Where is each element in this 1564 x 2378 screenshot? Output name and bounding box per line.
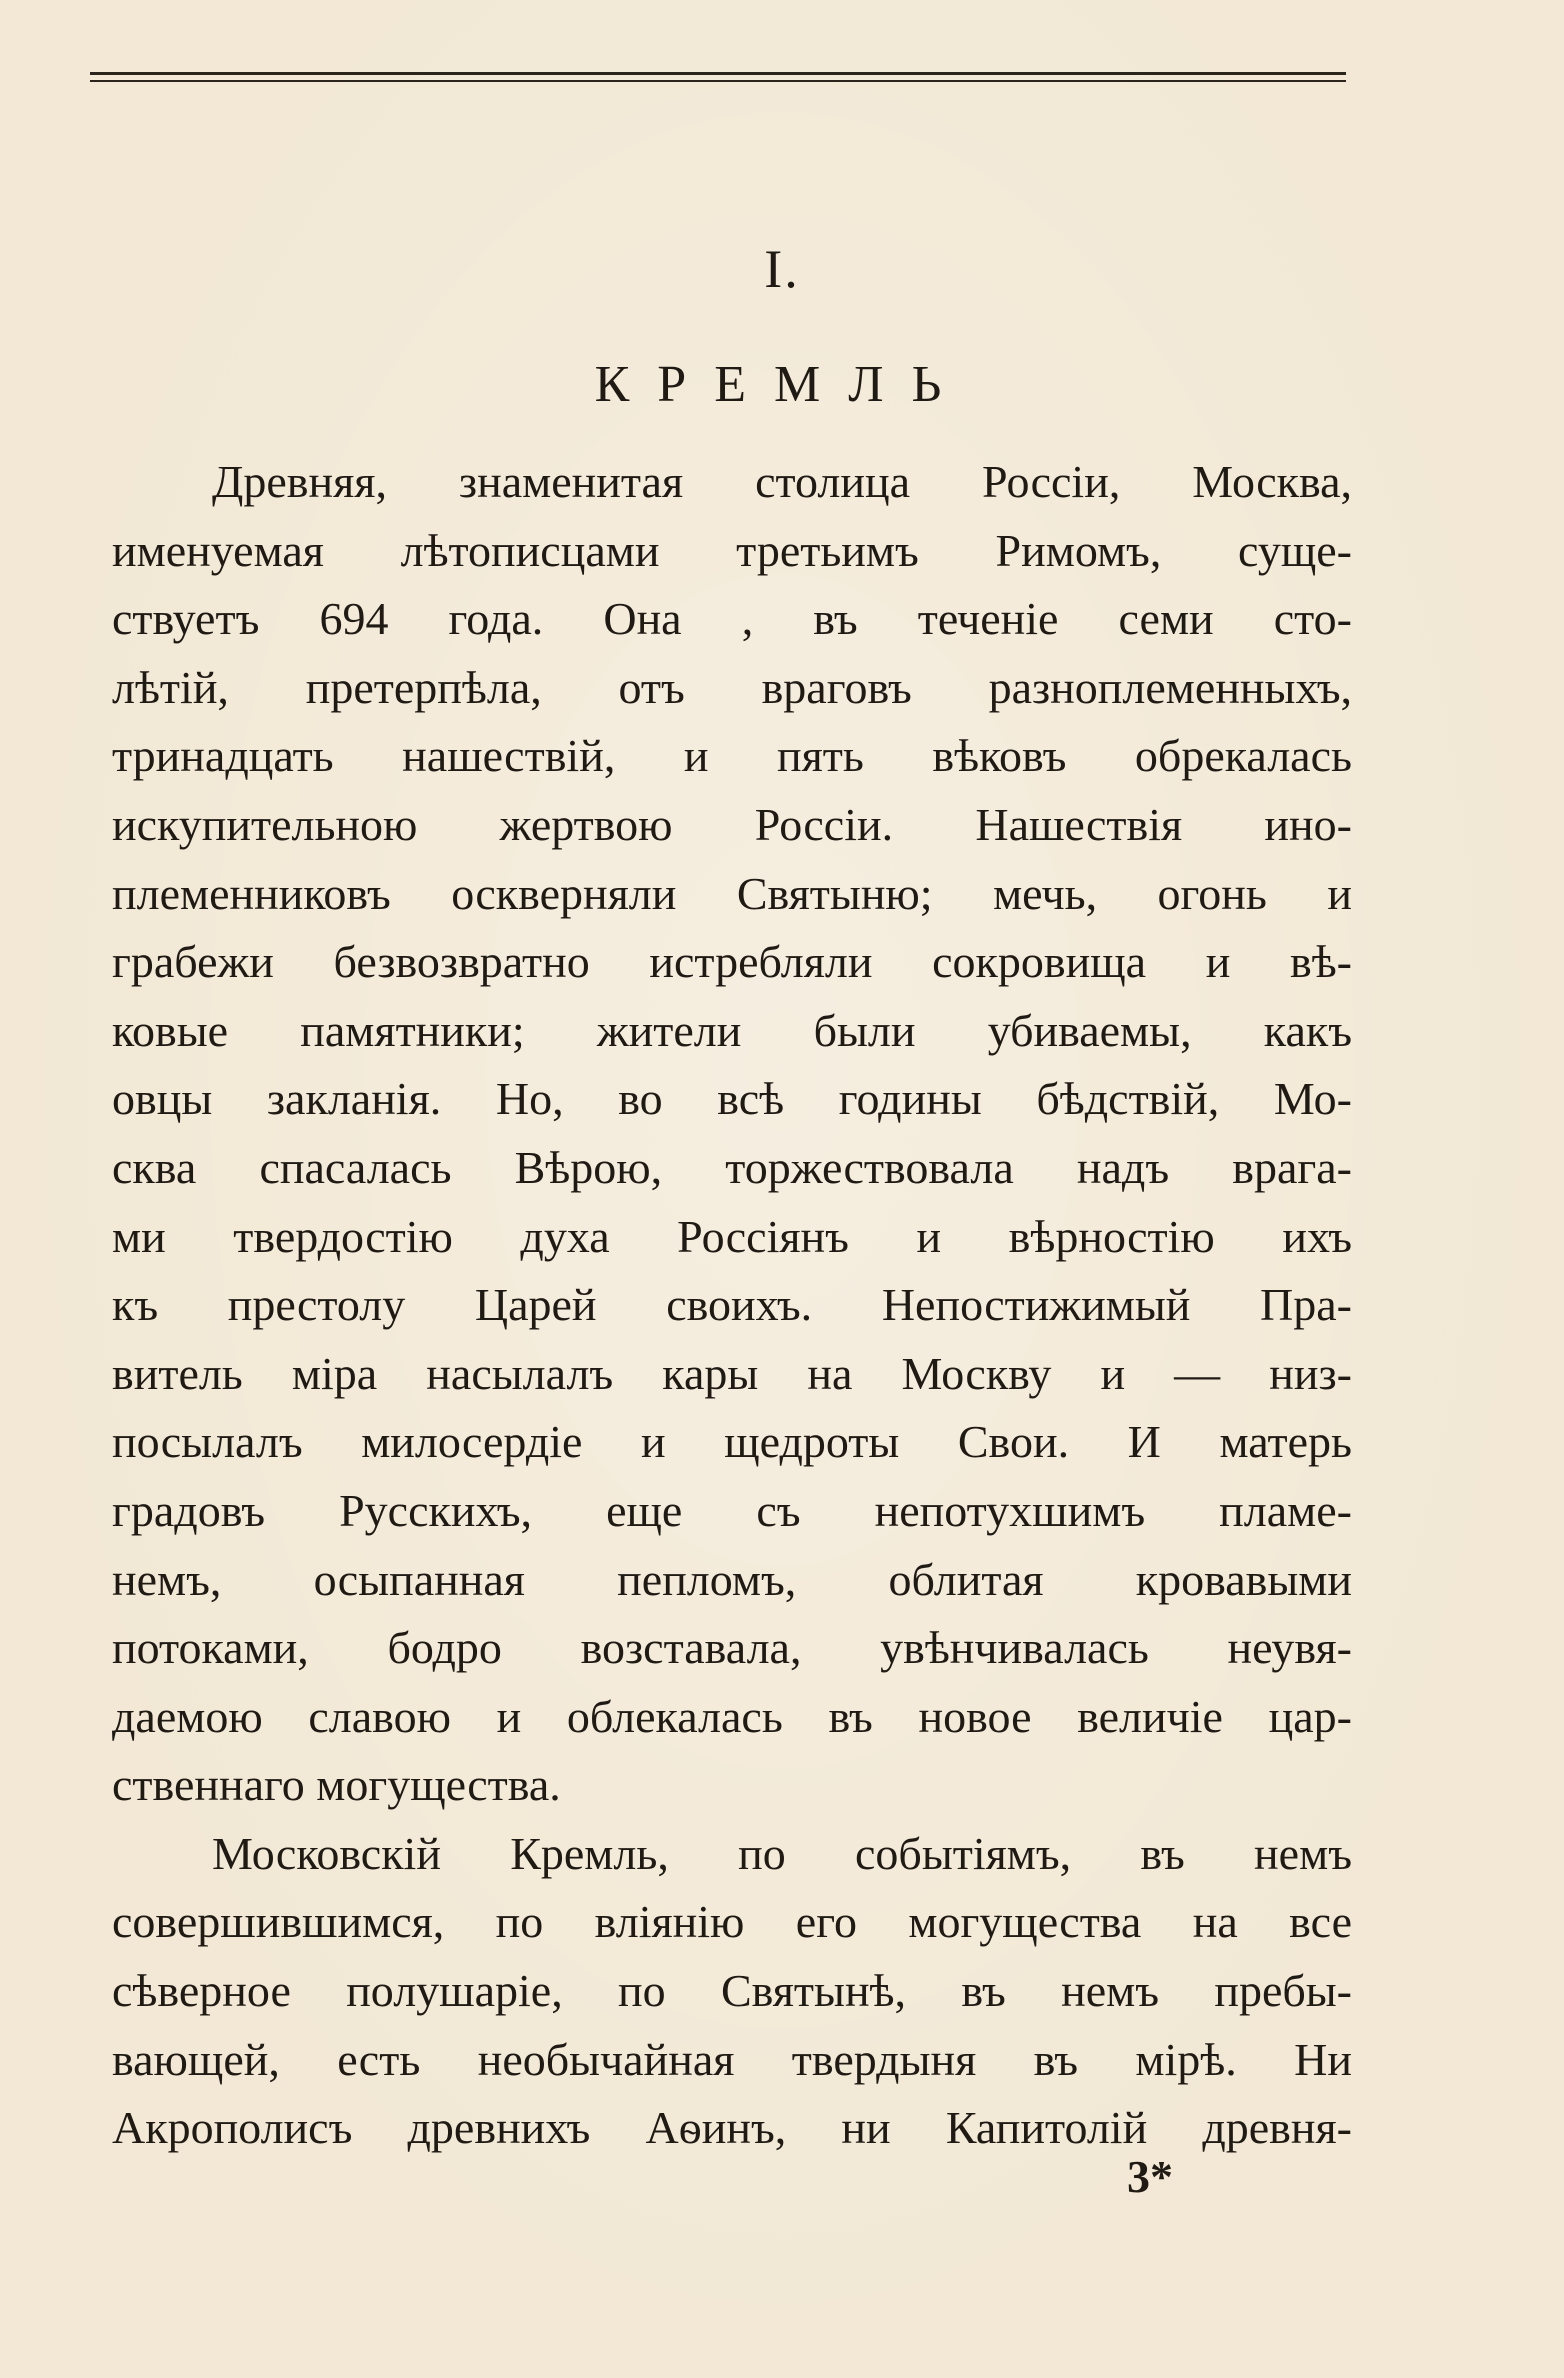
text-line: тринадцать нашествій, и пять вѣковъ обрекалась (112, 730, 1352, 782)
chapter-number: I. (764, 239, 800, 299)
top-rule-thin (90, 80, 1346, 82)
text-line: градовъ Русскихъ, еще съ непотухшимъ пламе- (112, 1484, 1352, 1536)
text-line: сква спасалась Вѣрою, торжествовала надъ врага- (112, 1141, 1352, 1193)
text-line: ковые памятники; жители были убиваемы, какъ (112, 1004, 1352, 1056)
text-line: потоками, бодро возставала, увѣнчивалась неувя- (112, 1622, 1352, 1674)
text-line: грабежи безвозвратно истребляли сокровища и вѣ- (112, 936, 1352, 988)
text-line: ственнаго могущества. (112, 1759, 561, 1811)
text-line: искупительною жертвою Россіи. Нашествія ино- (112, 798, 1352, 850)
text-line: витель міра насылалъ кары на Москву и — низ- (112, 1347, 1352, 1399)
text-line: лѣтій, претерпѣла, отъ враговъ разноплеменныхъ, (112, 661, 1352, 713)
text-line: овцы закланія. Но, во всѣ годины бѣдствій, Мо- (112, 1073, 1352, 1125)
text-line: къ престолу Царей своихъ. Непостижимый Пра- (112, 1279, 1352, 1331)
text-line: посылалъ милосердіе и щедроты Свои. И матерь (112, 1416, 1352, 1468)
text-line: Московскій Кремль, по событіямъ, въ немъ (212, 1827, 1352, 1879)
text-line: Древняя, знаменитая столица Россіи, Москва, (212, 456, 1352, 507)
text-line: ствуетъ 694 года. Она , въ теченіе семи сто- (112, 593, 1352, 645)
text-line: даемою славою и облекалась въ новое величіе цар- (112, 1690, 1352, 1742)
text-line: Акрополисъ древнихъ Аѳинъ, ни Капитолій древня- (112, 2102, 1352, 2154)
text-line: совершившимся, по вліянію его могущества на все (112, 1896, 1352, 1948)
text-line: сѣверное полушаріе, по Святынѣ, въ немъ пребы- (112, 1965, 1352, 2017)
text-line: именуемая лѣтописцами третьимъ Римомъ, суще- (112, 524, 1352, 576)
text-line: вающей, есть необычайная твердыня въ мірѣ. Ни (112, 2033, 1352, 2085)
top-rule (90, 72, 1346, 75)
signature-mark: 3* (1127, 2151, 1173, 2202)
text-line: немъ, осыпанная пепломъ, облитая кровавыми (112, 1553, 1352, 1605)
text-line: племенниковъ оскверняли Святыню; мечь, огонь и (112, 867, 1352, 919)
text-line: ми твердостію духа Россіянъ и вѣрностію ихъ (112, 1210, 1352, 1262)
chapter-title: КРЕМЛЬ (594, 356, 970, 413)
body-text (112, 448, 1352, 2163)
